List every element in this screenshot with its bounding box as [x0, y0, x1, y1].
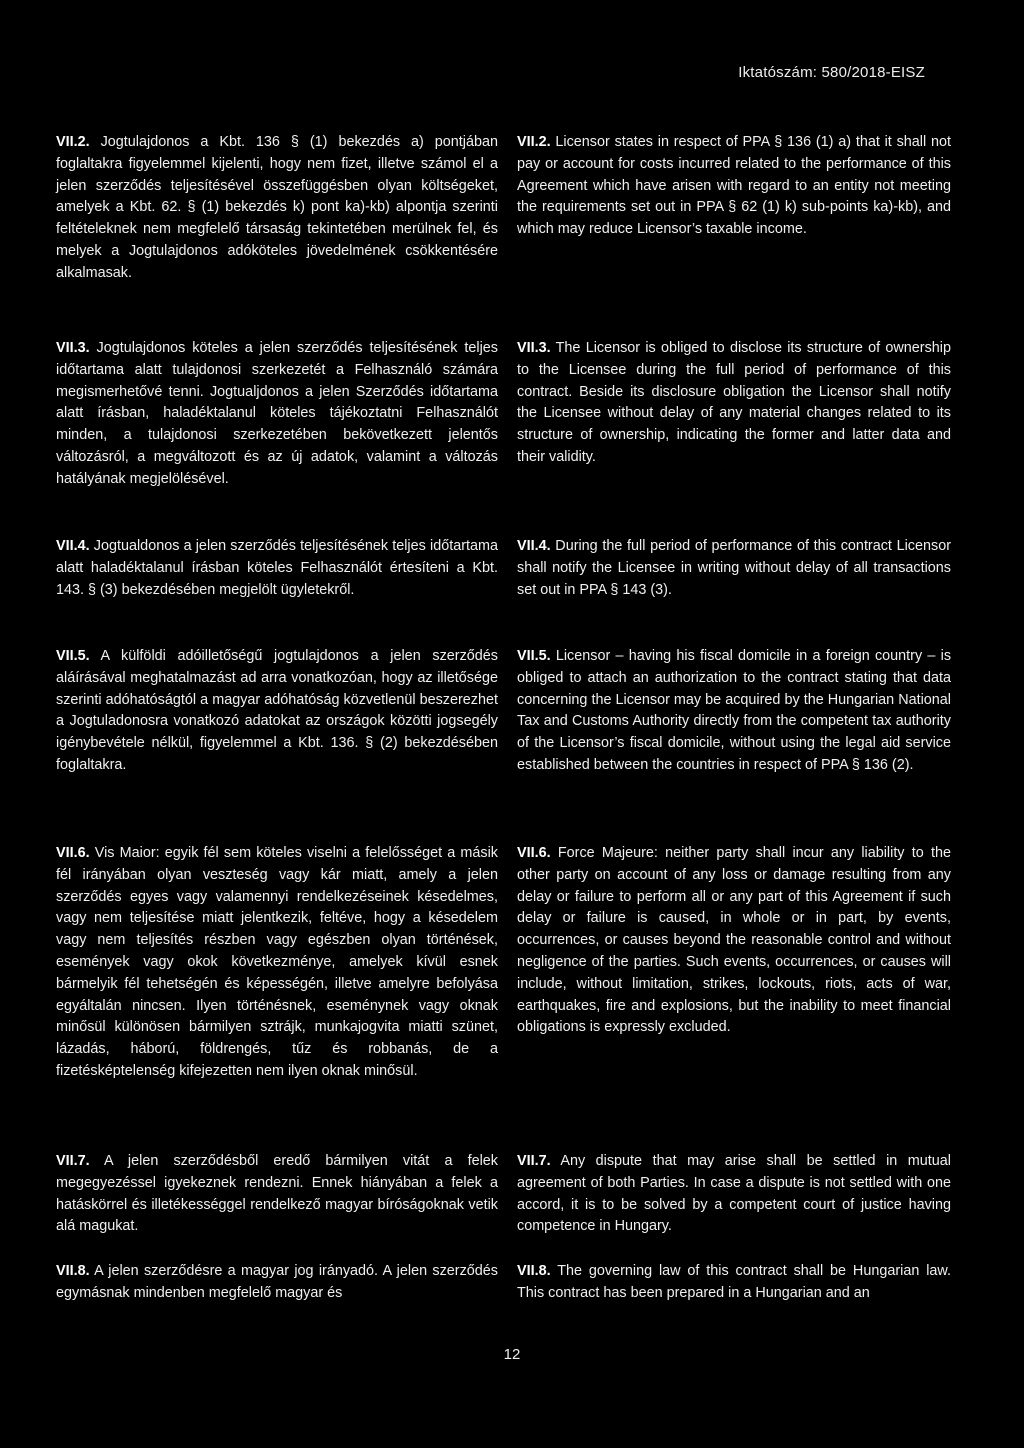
clause-text: The Licensor is obliged to disclose its structure of ownership to the Licensee during the full period of performance of this contract. Beside its disclosure obligation the Licensor shall notify the Licensee without delay of any material changes related to its structure of ownership, indicating the former and latter data and their validity.: [517, 340, 951, 465]
clause-text: A külföldi adóilletőségű jogtulajdonos a jelen szerződés aláírásával meghatalmazást ad arra vonatkozóan, hogy az illetősége szerinti adóhatóságtól a magyar adóhatóság közvetlenül beszerezhet a Jogtuladonosra vonatkozó adatokat az országok közötti jogsegély igénybevétele nélkül, figyelemmel a Kbt. 136. § (2) bekezdésében foglaltakra.: [56, 648, 498, 773]
clause-number: VII.5.: [56, 648, 90, 664]
clause-text: Jogtulajdonos köteles a jelen szerződés teljesítésének teljes időtartama alatt tulajdonosi szerkezetét a Felhasználó számára megismerhetővé tenni. Jogtualjdonos a jelen Szerződés időtartama alatt írásban, haladéktalanul köteles tájékoztatni Felhasználót minden, a tulajdonosi szerkezetében bekövetkezett jelentős változásról, a megváltozott és az új adatok, valamint a változás hatályának megjelölésével.: [56, 340, 499, 487]
clause-number: VII.7.: [517, 1153, 551, 1169]
clause-text: Vis Maior: egyik fél sem köteles viselni a felelősséget a másik fél irányában olyan veszteség vagy kár miatt, amely a jelen szerződés egyes vagy valamennyi rendelkezéseinek késedelmes, vagy nem teljesítése miatt jelentkezik, feltéve, hogy a késedelem vagy nem teljesítés részben vagy egészben olyan történések, események vagy okok következménye, amelyek kívül esnek bármelyik fél tehetségén és képességén, illetve amelyre befolyása egyáltalán nincsen. Ilyen történésnek, eseménynek vagy oknak minősül különösen bármilyen sztrájk, munkajogvita miatti szünet, lázadás, háború, földrengés, tűz és robbanás, de a fizetésképtelenség kifejezetten nem ilyen oknak minősül.: [56, 845, 498, 1079]
clause-number: VII.8.: [56, 1263, 90, 1279]
clause-text: A jelen szerződésből eredő bármilyen vitát a felek megegyezéssel igyekeznek rendezni. Ennek hiányában a felek a hatáskörrel és illetékességgel rendelkező magyar bíróságoknak vetik alá magukat.: [56, 1153, 498, 1235]
clause-text: Force Majeure: neither party shall incur any liability to the other party on account of any loss or damage resulting from any delay or failure to perform all or any part of this Agreement if such delay or failure is caused, in whole or in part, by events, occurrences, or causes beyond the reasonable control and without negligence of the parties. Such events, occurrences, or causes will include, without limitation, strikes, lockouts, riots, acts of war, earthquakes, fire and explosions, but the inability to meet financial obligations is expressly excluded.: [517, 845, 951, 1036]
clause-number: VII.4.: [517, 538, 551, 554]
clause-vii-4-en: [517, 536, 951, 601]
clause-text: Any dispute that may arise shall be settled in mutual agreement of both Parties. In case a dispute is not settled with one accord, it is to be solved by a competent court of justice having competence in Hungary.: [517, 1153, 951, 1235]
clause-number: VII.8.: [517, 1263, 551, 1279]
clause-vii-2-hu: [56, 132, 498, 285]
clause-number: VII.3.: [56, 340, 90, 356]
clause-text: Licensor states in respect of PPA § 136 (1) a) that it shall not pay or account for costs incurred related to the performance of this Agreement which have arisen with regard to an entity not meeting the requirements set out in PPA § 62 (1) k) sub-points ka)-kb), and which may reduce Licensor’s taxable income.: [517, 134, 951, 238]
clause-number: VII.5.: [517, 648, 551, 664]
clause-vii-2-en: [517, 132, 951, 241]
clause-vii-5-hu: [56, 646, 498, 777]
clause-text: During the full period of performance of this contract Licensor shall notify the Licensee in writing without delay of all transactions set out in PPA § 143 (3).: [517, 538, 952, 598]
clause-vii-6-hu: [56, 843, 498, 1083]
clause-number: VII.2.: [517, 134, 551, 150]
clause-vii-7-en: [517, 1151, 951, 1238]
clause-vii-4-hu: [56, 536, 498, 601]
clause-text: Jogtulajdonos a Kbt. 136 § (1) bekezdés a) pontjában foglaltakra figyelemmel kijelenti, hogy nem fizet, illetve számol el a jelen szerződés teljesítésével összefüggésben olyan költségeket, amelyek a Kbt. 62. § (1) bekezdés k) pont ka)-kb) alpontja szerinti feltételeknek nem megfelelő társaság tekintetében merülnek fel, és melyek a Jogtulajdonos adóköteles jövedelmének csökkentésére alkalmasak.: [56, 134, 499, 281]
clause-number: VII.6.: [56, 845, 90, 861]
clause-number: VII.4.: [56, 538, 90, 554]
clause-number: VII.2.: [56, 134, 90, 150]
clause-text: Licensor – having his fiscal domicile in a foreign country – is obliged to attach an authorization to the contract stating that data concerning the Licensor may be acquired by the Hungarian National Tax and Customs Authority directly from the competent tax authority of the Licensor’s fiscal domicile, without using the legal aid service established between the countries in respect of PPA § 136 (2).: [517, 648, 952, 773]
document-reference-number: Iktatószám: 580/2018-EISZ: [738, 64, 925, 81]
clause-text: The governing law of this contract shall be Hungarian law. This contract has been prepared in a Hungarian and an: [517, 1263, 951, 1301]
clause-number: VII.3.: [517, 340, 551, 356]
clause-vii-8-en: [517, 1261, 951, 1305]
clause-text: Jogtualdonos a jelen szerződés teljesítésének teljes időtartama alatt haladéktalanul írásban köteles Felhasználót értesíteni a Kbt. 143. § (3) bekezdésében megjelölt ügyletekről.: [56, 538, 498, 598]
clause-number: VII.6.: [517, 845, 551, 861]
clause-text: A jelen szerződésre a magyar jog irányadó. A jelen szerződés egymásnak mindenben megfelelő magyar és: [56, 1263, 498, 1301]
clause-vii-8-hu: [56, 1261, 498, 1305]
clause-vii-3-hu: [56, 338, 498, 491]
clause-vii-7-hu: [56, 1151, 498, 1238]
page-number: 12: [503, 1346, 521, 1363]
clause-vii-6-en: [517, 843, 951, 1039]
clause-vii-5-en: [517, 646, 951, 777]
clause-number: VII.7.: [56, 1153, 90, 1169]
clause-vii-3-en: [517, 338, 951, 469]
